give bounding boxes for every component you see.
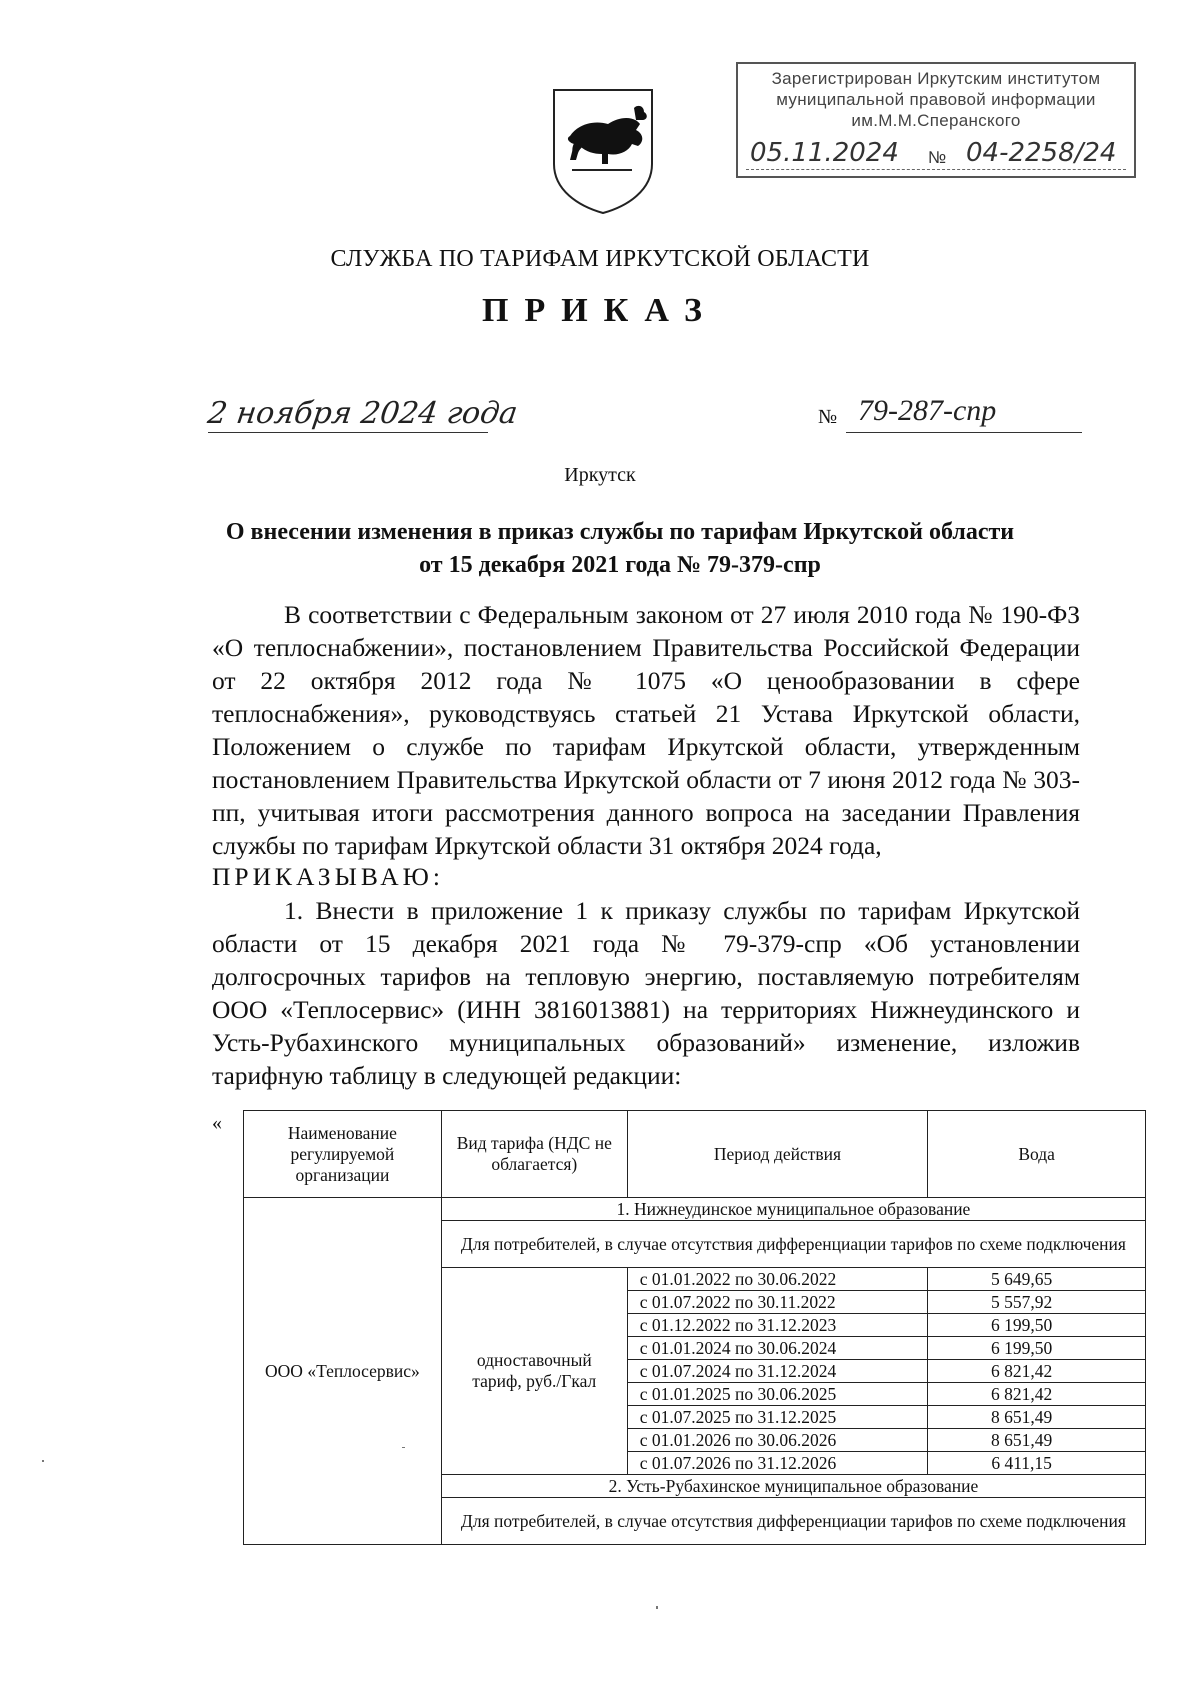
header-org: Наименование регулируемой организации bbox=[244, 1111, 442, 1198]
scan-speck bbox=[42, 1460, 44, 1462]
order-number-label: № bbox=[818, 406, 838, 428]
table-header-row bbox=[244, 1111, 1146, 1198]
period-cell: с 01.01.2024 по 30.06.2024 bbox=[627, 1337, 928, 1360]
section-2-title: 2. Усть-Рубахинское муниципальное образование bbox=[441, 1475, 1145, 1498]
item-1-paragraph bbox=[212, 894, 1080, 1092]
period-cell: с 01.07.2024 по 31.12.2024 bbox=[627, 1360, 928, 1383]
order-date: 2 ноября 2024 года bbox=[205, 396, 520, 431]
agency-name: СЛУЖБА ПО ТАРИФАМ ИРКУТСКОЙ ОБЛАСТИ bbox=[330, 246, 870, 272]
section-1-title: 1. Нижнеудинское муниципальное образование bbox=[441, 1198, 1145, 1221]
period-cell: с 01.01.2025 по 30.06.2025 bbox=[627, 1383, 928, 1406]
order-date-underline bbox=[208, 432, 488, 433]
value-cell: 8 651,49 bbox=[928, 1429, 1146, 1452]
stamp-line-3: им.М.М.Сперанского bbox=[851, 111, 1021, 130]
section-1-note: Для потребителей, в случае отсутствия дифференциации тарифов по схеме подключения bbox=[441, 1221, 1145, 1268]
table-quote-open: « bbox=[212, 1112, 222, 1134]
city: Иркутск bbox=[564, 464, 636, 486]
header-period: Период действия bbox=[627, 1111, 928, 1198]
subject-line-2: от 15 декабря 2021 года № 79-379-спр bbox=[419, 552, 821, 578]
order-subject bbox=[160, 516, 1080, 582]
stamp-reg-date: 05.11.2024 bbox=[750, 138, 899, 168]
subject-line-1: О внесении изменения в приказ службы по тарифам Иркутской области bbox=[225, 519, 1015, 545]
value-cell: 5 649,65 bbox=[928, 1268, 1146, 1291]
value-cell: 6 821,42 bbox=[928, 1360, 1146, 1383]
value-cell: 6 199,50 bbox=[928, 1337, 1146, 1360]
scan-speck bbox=[402, 1447, 405, 1448]
value-cell: 6 199,50 bbox=[928, 1314, 1146, 1337]
scan-speck bbox=[656, 1606, 658, 1609]
registration-stamp bbox=[736, 62, 1136, 178]
preamble-paragraph bbox=[212, 598, 1080, 862]
preamble-text: В соответствии с Федеральным законом от 27 июля 2010 года № 190-ФЗ «О теплоснабжении», постановлением Правительства Российской Федерации от 22 октября 2012 года № 1075 «О ценообразовании в сфере теплоснабжения», руководствуясь статьей 21 Устава Иркутской области, Положением о службе по тарифам Иркутской области, утвержденным постановлением Правительства Иркутской области от 7 июня 2012 года № 303-пп, учитывая итоги рассмотрения данного вопроса на заседании Правления службы по тарифам Иркутской области 31 октября 2024 года, bbox=[212, 600, 1080, 860]
value-cell: 8 651,49 bbox=[928, 1406, 1146, 1429]
tariff-table bbox=[243, 1110, 1146, 1545]
value-cell: 6 821,42 bbox=[928, 1383, 1146, 1406]
period-cell: с 01.01.2022 по 30.06.2022 bbox=[627, 1268, 928, 1291]
period-cell: с 01.07.2026 по 31.12.2026 bbox=[627, 1452, 928, 1475]
period-cell: с 01.12.2022 по 31.12.2023 bbox=[627, 1314, 928, 1337]
org-name-cell: ООО «Теплосервис» bbox=[244, 1198, 442, 1545]
tariff-kind-cell: одноставочный тариф, руб./Гкал bbox=[441, 1268, 627, 1475]
header-water: Вода bbox=[928, 1111, 1146, 1198]
item-1-text: 1. Внести в приложение 1 к приказу службы по тарифам Иркутской области от 15 декабря 2021 года № 79-379-спр «Об установлении долгосрочных тарифов на тепловую энергию, поставляемую потребителям ООО «Теплосервис» (ИНН 3816013881) на территориях Нижнеудинского и Усть-Рубахинского муниципальных образований» изменение, изложив тарифную таблицу в следующей редакции: bbox=[212, 896, 1080, 1090]
header-tariff-type: Вид тарифа (НДС не облагается) bbox=[441, 1111, 627, 1198]
irkutsk-coat-of-arms-icon bbox=[548, 86, 658, 216]
period-cell: с 01.01.2026 по 30.06.2026 bbox=[627, 1429, 928, 1452]
stamp-line-2: муниципальной правовой информации bbox=[776, 90, 1096, 109]
value-cell: 5 557,92 bbox=[928, 1291, 1146, 1314]
order-number: 79-287-спр bbox=[858, 394, 997, 427]
section-2-note: Для потребителей, в случае отсутствия дифференциации тарифов по схеме подключения bbox=[441, 1498, 1145, 1545]
stamp-reg-no-label: № bbox=[928, 148, 947, 167]
decree-word: ПРИКАЗЫВАЮ: bbox=[212, 862, 444, 891]
value-cell: 6 411,15 bbox=[928, 1452, 1146, 1475]
section-1-row bbox=[244, 1198, 1146, 1221]
order-title: ПРИКАЗ bbox=[482, 292, 718, 329]
period-cell: с 01.07.2022 по 30.11.2022 bbox=[627, 1291, 928, 1314]
order-number-underline bbox=[846, 432, 1082, 433]
stamp-reg-no: 04-2258/24 bbox=[966, 138, 1117, 168]
period-cell: с 01.07.2025 по 31.12.2025 bbox=[627, 1406, 928, 1429]
stamp-line-1: Зарегистрирован Иркутским институтом bbox=[771, 69, 1101, 88]
